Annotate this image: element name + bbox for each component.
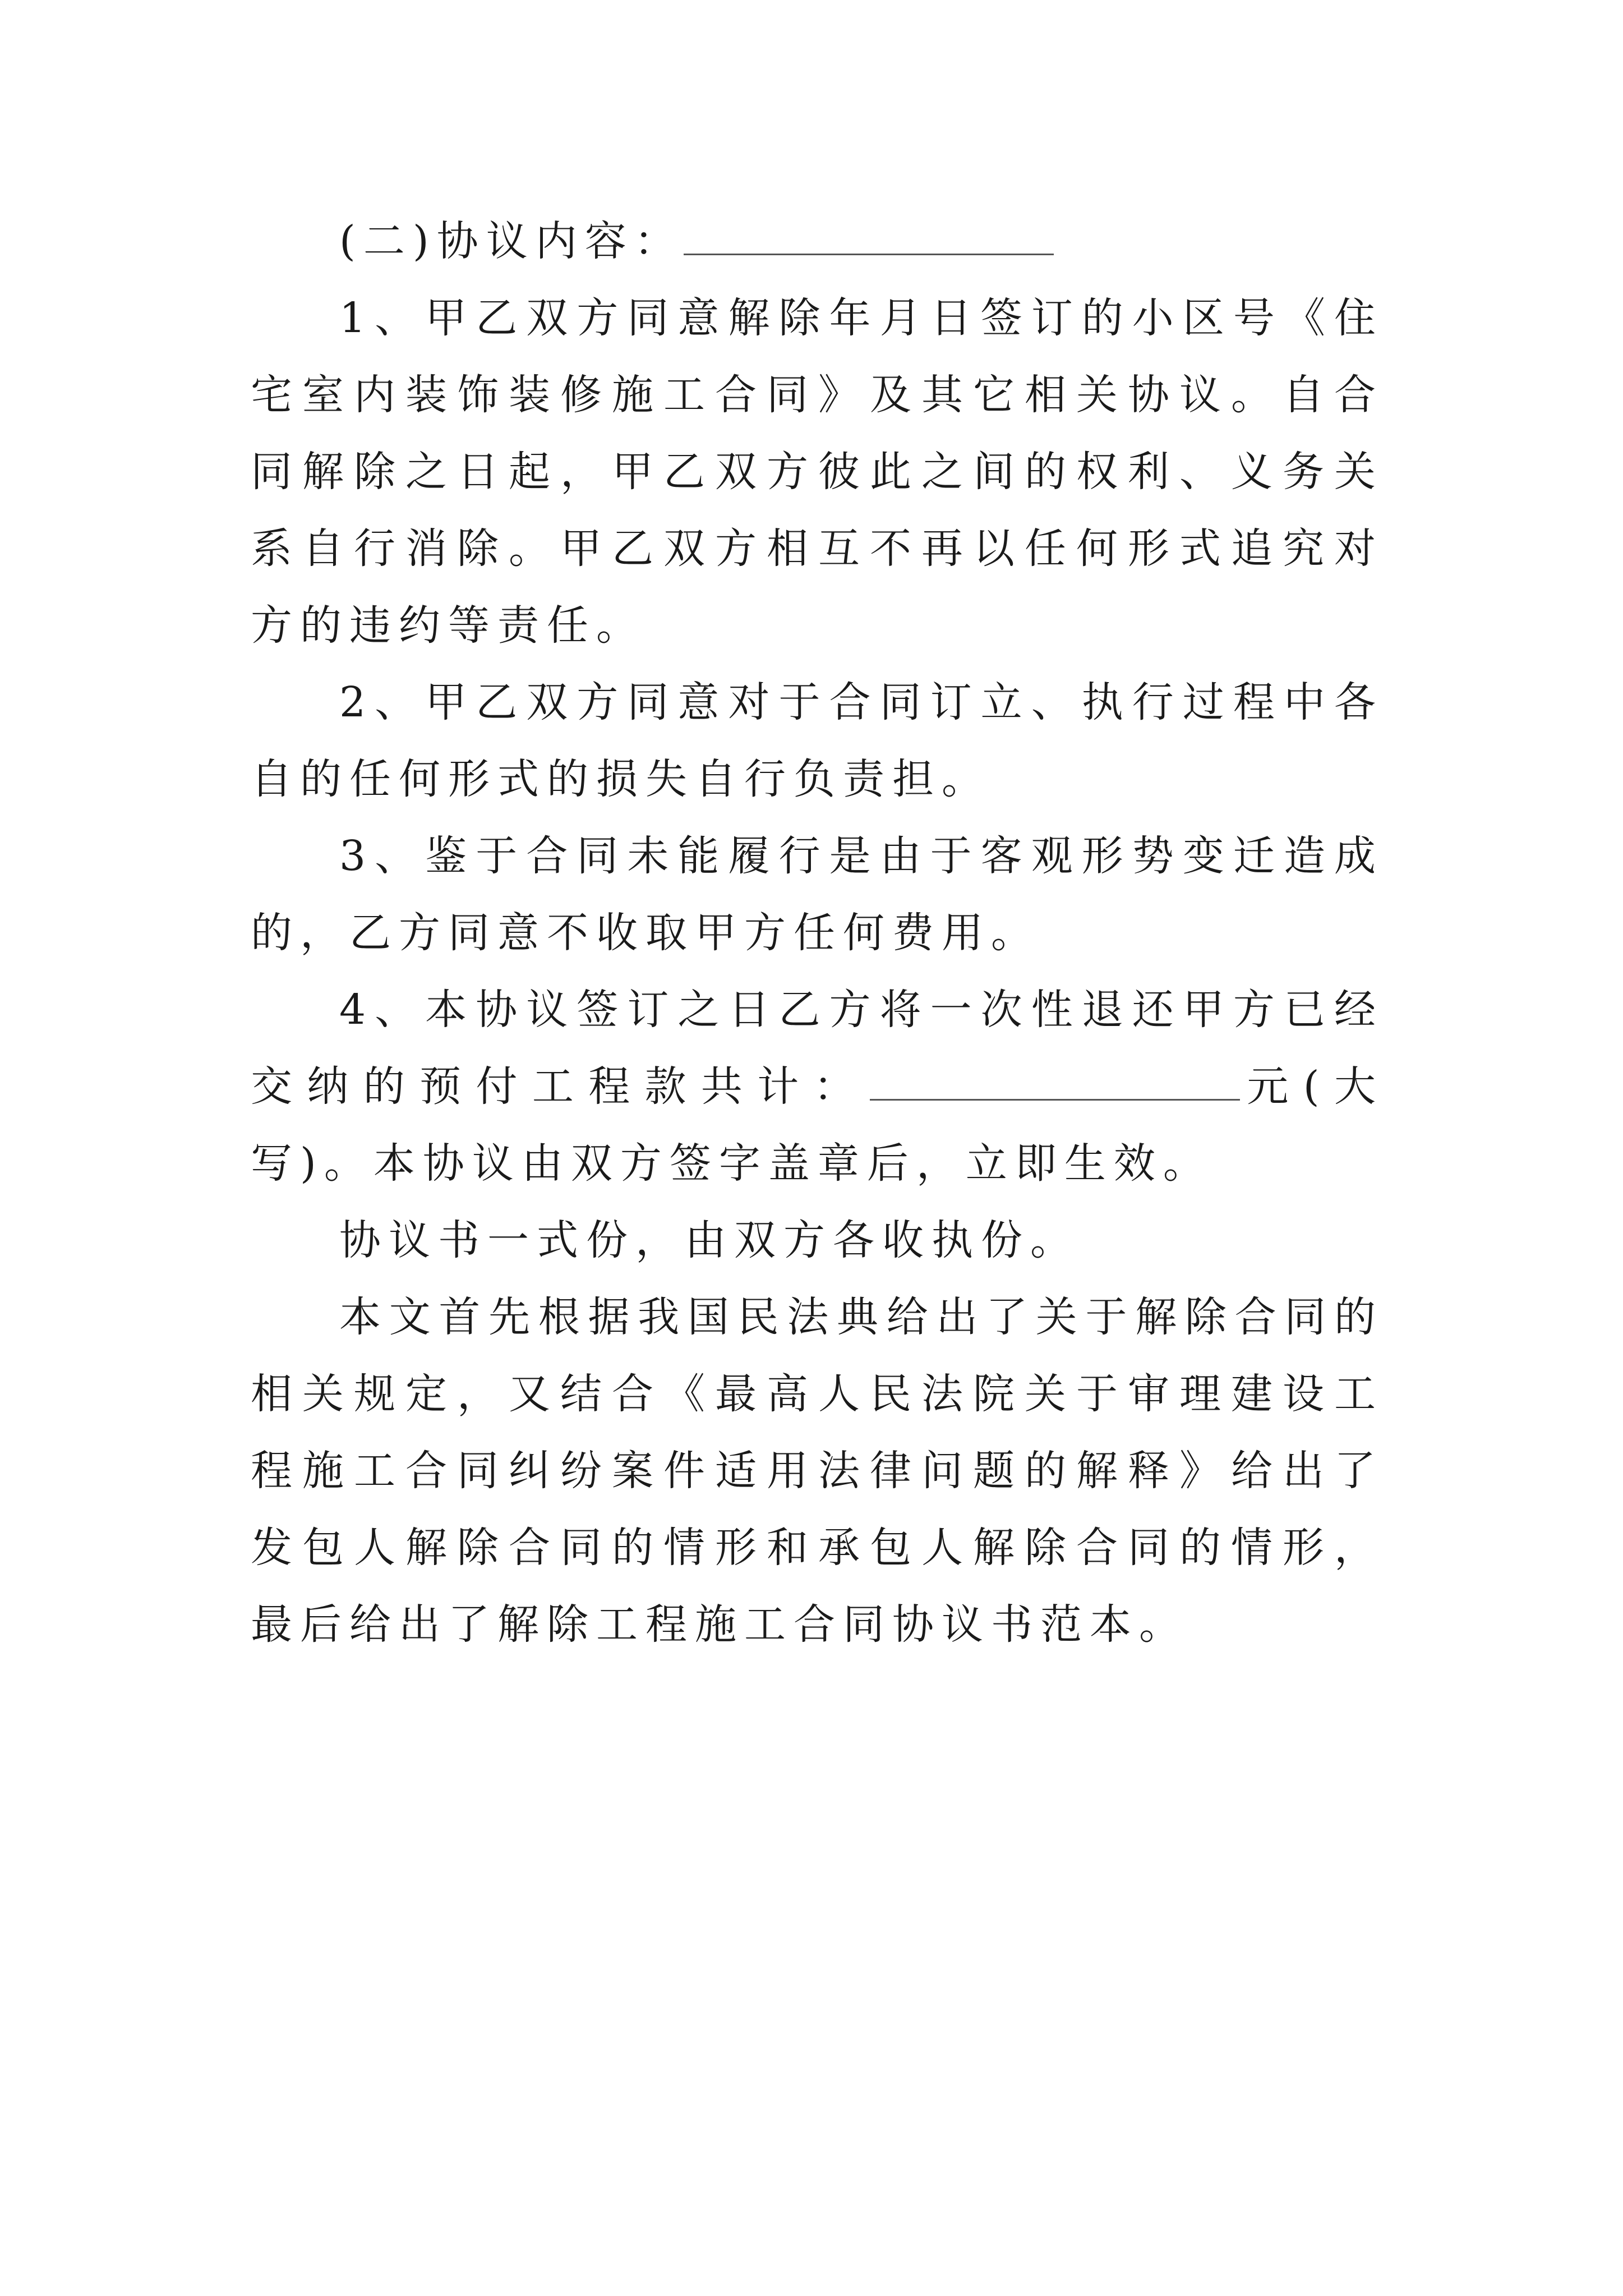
document-body xyxy=(251,203,1384,1663)
agreement-content-blank xyxy=(684,214,1054,255)
clause-4 xyxy=(251,972,1384,1202)
clause-4-text-before: 4、本协议签订之日乙方将一次性退还甲方已经交纳的预付工程款共计： xyxy=(251,986,1384,1111)
clause-1: 1、甲乙双方同意解除年月日签订的小区号《住宅室内装饰装修施工合同》及其它相关协议。自合同解除之日起，甲乙双方彼此之间的权利、义务关系自行消除。甲乙双方相互不再以任何形式追究对方的违约等责任。 xyxy=(251,294,1384,650)
clause-3: 3、鉴于合同未能履行是由于客观形势变迁造成的，乙方同意不收取甲方任何费用。 xyxy=(251,832,1384,957)
section-heading-line xyxy=(251,203,1384,280)
clause-2: 2、甲乙双方同意对于合同订立、执行过程中各自的任何形式的损失自行负责担。 xyxy=(251,678,1384,803)
summary-paragraph: 本文首先根据我国民法典给出了关于解除合同的相关规定，又结合《最高人民法院关于审理建设工程施工合同纠纷案件适用法律问题的解释》给出了发包人解除合同的情形和承包人解除合同的情形，最后给出了解除工程施工合同协议书范本。 xyxy=(251,1293,1384,1649)
refund-amount-blank xyxy=(870,1060,1240,1101)
clause-4-text-after: 元(大写)。本协议由双方签字盖章后，立即生效。 xyxy=(251,1062,1384,1188)
copies-note: 协议书一式份，由双方各收执份。 xyxy=(339,1216,1080,1264)
section-heading: (二)协议内容： xyxy=(339,217,684,265)
